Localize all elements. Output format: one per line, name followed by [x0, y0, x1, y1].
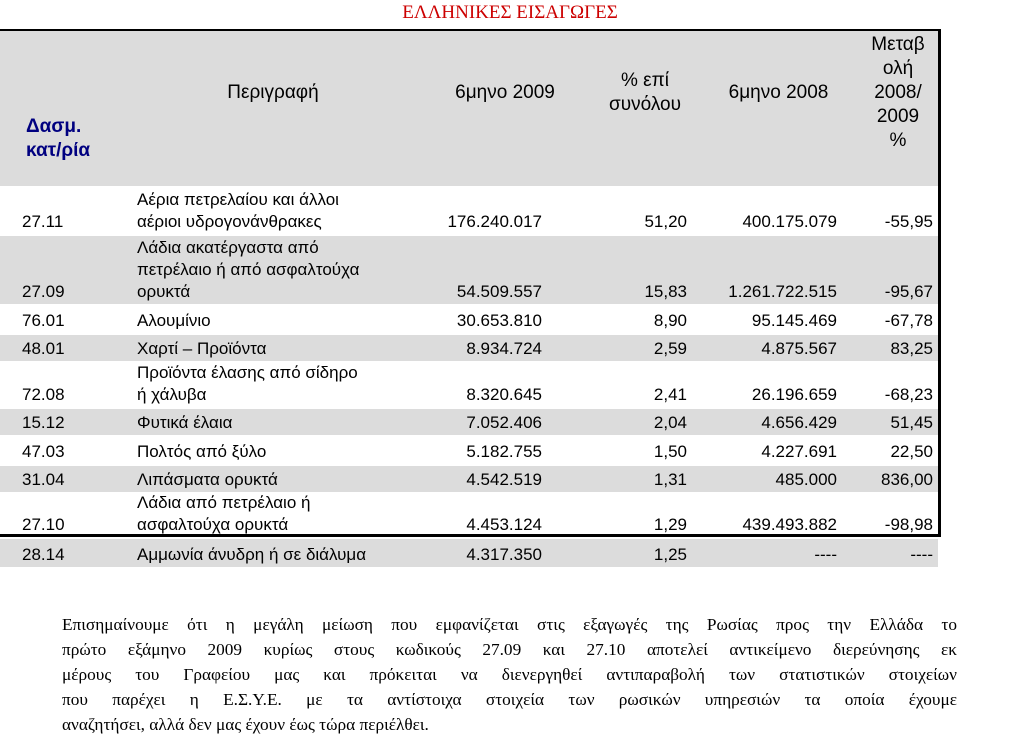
change-percent: -55,95 [884, 212, 933, 231]
value-h1-2009: 176.240.017 [447, 212, 542, 231]
table-row [0, 306, 938, 333]
description: Πολτός από ξύλο [137, 442, 267, 461]
table-row [0, 409, 938, 435]
description: αέριοι υδρογονάνθρακες [137, 212, 322, 231]
change-percent: -98,98 [884, 515, 933, 534]
footnote-paragraph: Επισημαίνουμε ότι η μεγάλη μείωση που εμφανίζεται στις εξαγωγές της Ρωσίας προς την Ελλάδα το πρώτο εξάμηνο 2009 κυρίως στους κωδικούς 27.09 και 27.10 αποτελεί αντικείμενο διερεύνησης εκ μέρους του Γραφείου μας και πρόκειται να διενεργηθεί αντιπαραβολή των στατιστικών στοιχείων που παρέχει η Ε.Σ.Υ.Ε. με τα αντίστοιχα στοιχεία των ρωσικών υπηρεσιών τα οποία έχουμε αναζητήσει, αλλά δεν μας έχουν έως τώρα περιέλθει. [62, 615, 957, 734]
header-h1-2009: 6μηνο 2009 [455, 82, 555, 103]
description: Λάδια ακατέργαστα από [137, 238, 319, 257]
change-percent: 51,45 [890, 413, 933, 432]
tariff-code: 27.10 [22, 515, 65, 534]
description: ή χάλυβα [137, 385, 207, 404]
description: Φυτικά έλαια [137, 413, 233, 432]
header-h1-2008: 6μηνο 2008 [728, 82, 829, 103]
value-h1-2009: 8.934.724 [466, 339, 542, 358]
value-h1-2009: 5.182.755 [466, 442, 542, 461]
value-h1-2008: ---- [814, 545, 837, 564]
value-h1-2009: 4.317.350 [466, 545, 542, 564]
description: ασφαλτούχα ορυκτά [137, 515, 289, 534]
table-row [0, 335, 938, 361]
change-percent: 83,25 [890, 339, 933, 358]
tariff-code: 76.01 [22, 311, 65, 330]
tariff-code: 72.08 [22, 385, 65, 404]
description: πετρέλαιο ή από ασφαλτούχα [137, 260, 360, 279]
tariff-code: 47.03 [22, 442, 65, 461]
page-title: ΕΛΛΗΝΙΚΕΣ ΕΙΣΑΓΩΓΕΣ [402, 2, 618, 23]
share-percent: 1,29 [653, 515, 687, 534]
tariff-code: 48.01 [22, 339, 65, 358]
value-h1-2008: 4.656.429 [761, 413, 837, 432]
value-h1-2008: 400.175.079 [742, 212, 837, 231]
value-h1-2009: 8.320.645 [466, 385, 542, 404]
share-percent: 2,59 [653, 339, 687, 358]
value-h1-2008: 26.196.659 [751, 385, 837, 404]
header-share: % επί συνόλου [609, 70, 681, 115]
table-row [0, 539, 938, 567]
table-row [0, 186, 938, 234]
table-row [0, 437, 938, 464]
table-row [0, 236, 938, 304]
table-header [0, 31, 938, 186]
share-percent: 1,25 [653, 545, 687, 564]
value-h1-2009: 4.542.519 [466, 470, 542, 489]
description: ορυκτά [137, 282, 191, 301]
tariff-code: 15.12 [22, 413, 65, 432]
value-h1-2009: 30.653.810 [456, 311, 542, 330]
change-percent: -67,78 [884, 311, 933, 330]
header-change: Μεταβ ολή 2008/ 2009 % [871, 34, 925, 151]
change-percent: 22,50 [890, 442, 933, 461]
share-percent: 8,90 [653, 311, 687, 330]
description: Λιπάσματα ορυκτά [137, 470, 278, 489]
change-percent: -95,67 [884, 282, 933, 301]
table-row [0, 363, 938, 407]
tariff-code: 27.11 [22, 212, 64, 231]
description: Χαρτί – Προϊόντα [137, 339, 267, 358]
share-percent: 1,50 [653, 442, 687, 461]
description: Αέρια πετρελαίου και άλλοι [137, 190, 339, 209]
value-h1-2008: 4.227.691 [761, 442, 837, 461]
value-h1-2008: 1.261.722.515 [728, 282, 837, 301]
value-h1-2009: 7.052.406 [466, 413, 542, 432]
table-row [0, 466, 938, 492]
value-h1-2008: 439.493.882 [742, 515, 837, 534]
change-percent: 836,00 [881, 470, 933, 489]
change-percent: -68,23 [884, 385, 933, 404]
description: Αλουμίνιο [137, 311, 211, 330]
share-percent: 1,31 [653, 470, 687, 489]
tariff-code: 27.09 [22, 282, 65, 301]
share-percent: 2,41 [653, 385, 687, 404]
value-h1-2008: 485.000 [775, 470, 837, 489]
value-h1-2009: 4.453.124 [466, 515, 542, 534]
imports-table [0, 29, 941, 564]
tariff-code: 28.14 [22, 545, 65, 564]
share-percent: 51,20 [644, 212, 687, 231]
change-percent: ---- [910, 545, 933, 564]
value-h1-2008: 4.875.567 [761, 339, 837, 358]
description: Αμμωνία άνυδρη ή σε διάλυμα [137, 545, 367, 564]
value-h1-2008: 95.145.469 [751, 311, 837, 330]
share-percent: 15,83 [644, 282, 687, 301]
description: Λάδια από πετρέλαιο ή [137, 493, 311, 512]
value-h1-2009: 54.509.557 [456, 282, 542, 301]
tariff-code: 31.04 [22, 470, 65, 489]
share-percent: 2,04 [653, 413, 687, 432]
header-code: Δασμ. κατ/ρία [26, 116, 91, 161]
header-description: Περιγραφή [227, 82, 319, 103]
description: Προϊόντα έλασης από σίδηρο [137, 363, 358, 382]
table-row [0, 494, 938, 537]
